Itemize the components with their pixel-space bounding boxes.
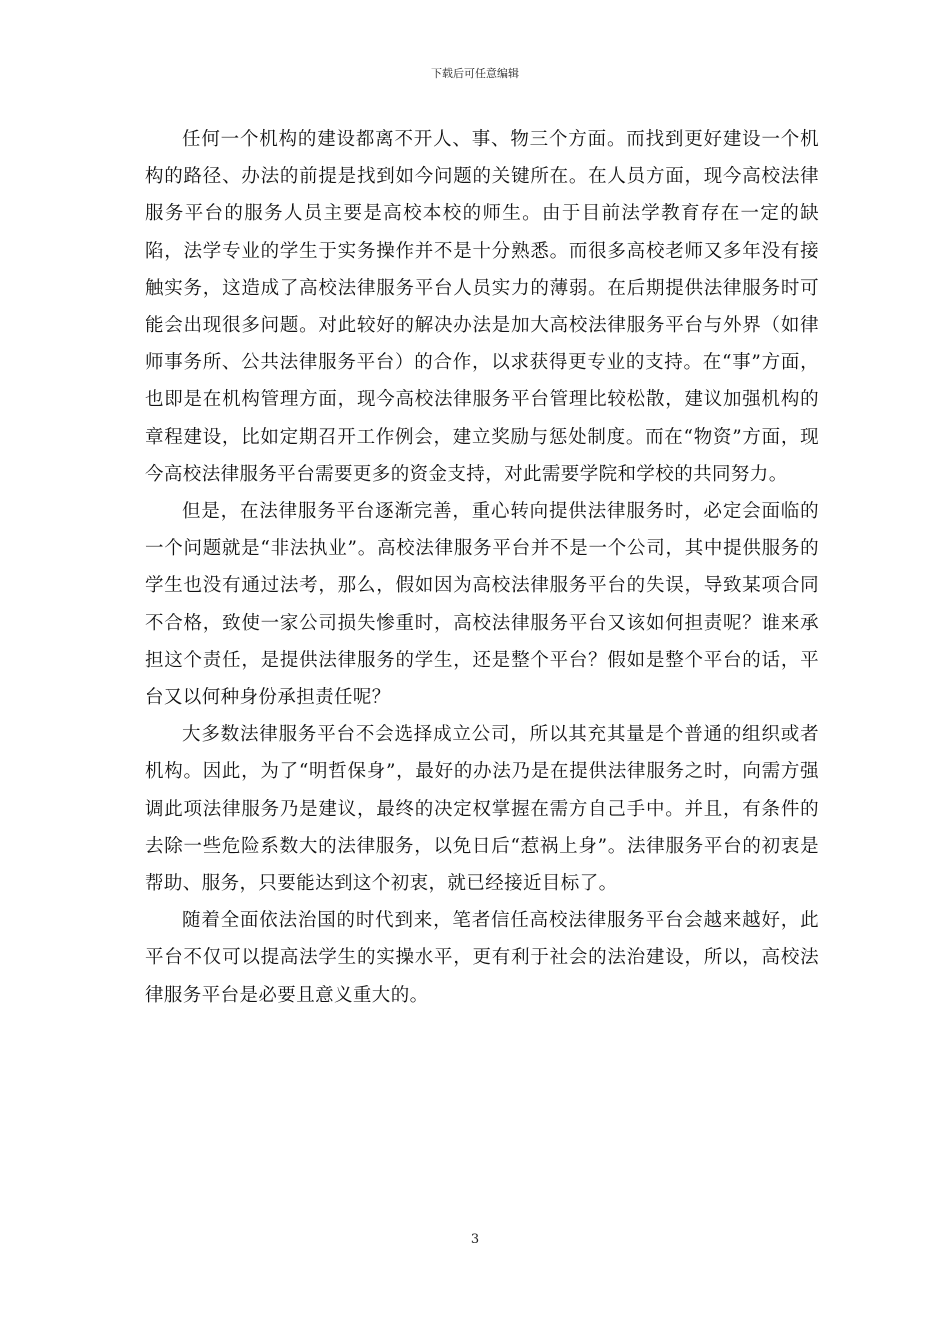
paragraph-1: 任何一个机构的建设都离不开人、事、物三个方面。而找到更好建设一个机构的路径、办法的前提是找到如今问题的关键所在。在人员方面，现今高校法律服务平台的服务人员主要是高校本校的师生。由于目前法学教育存在一定的缺陷，法学专业的学生于实务操作并不是十分熟悉。而很多高校老师又多年没有接触实务，这造成了高校法律服务平台人员实力的薄弱。在后期提供法律服务时可能会出现很多问题。对此较好的解决办法是加大高校法律服务平台与外界（如律师事务所、公共法律服务平台）的合作，以求获得更专业的支持。在“事”方面，也即是在机构管理方面，现今高校法律服务平台管理比较松散，建议加强机构的章程建设，比如定期召开工作例会，建立奖励与惩处制度。而在“物资”方面，现今高校法律服务平台需要更多的资金支持，对此需要学院和学校的共同努力。 [145, 129, 819, 485]
paragraph-3: 大多数法律服务平台不会选择成立公司，所以其充其量是个普通的组织或者机构。因此，为了“明哲保身”，最好的办法乃是在提供法律服务之时，向需方强调此项法律服务乃是建议，最终的决定权掌握在需方自己手中。并且，有条件的去除一些危险系数大的法律服务，以免日后“惹祸上身”。法律服务平台的初衷是帮助、服务，只要能达到这个初衷，就已经接近目标了。 [145, 724, 819, 895]
document-body [145, 121, 819, 1014]
page-header [0, 67, 950, 81]
paragraph-2: 但是，在法律服务平台逐渐完善，重心转向提供法律服务时，必定会面临的一个问题就是“非法执业”。高校法律服务平台并不是一个公司，其中提供服务的学生也没有通过法考，那么，假如因为高校法律服务平台的失误，导致某项合同不合格，致使一家公司损失惨重时，高校法律服务平台又该如何担责呢？谁来承担这个责任，是提供法律服务的学生，还是整个平台？假如是整个平台的话，平台又以何种身份承担责任呢？ [145, 501, 819, 709]
page-number: 3 [470, 1232, 480, 1247]
paragraph-4: 随着全面依法治国的时代到来，笔者信任高校法律服务平台会越来越好，此平台不仅可以提高法学生的实操水平，更有利于社会的法治建设，所以，高校法律服务平台是必要且意义重大的。 [145, 910, 819, 1006]
header-note: 下载后可任意编辑 [431, 67, 519, 80]
